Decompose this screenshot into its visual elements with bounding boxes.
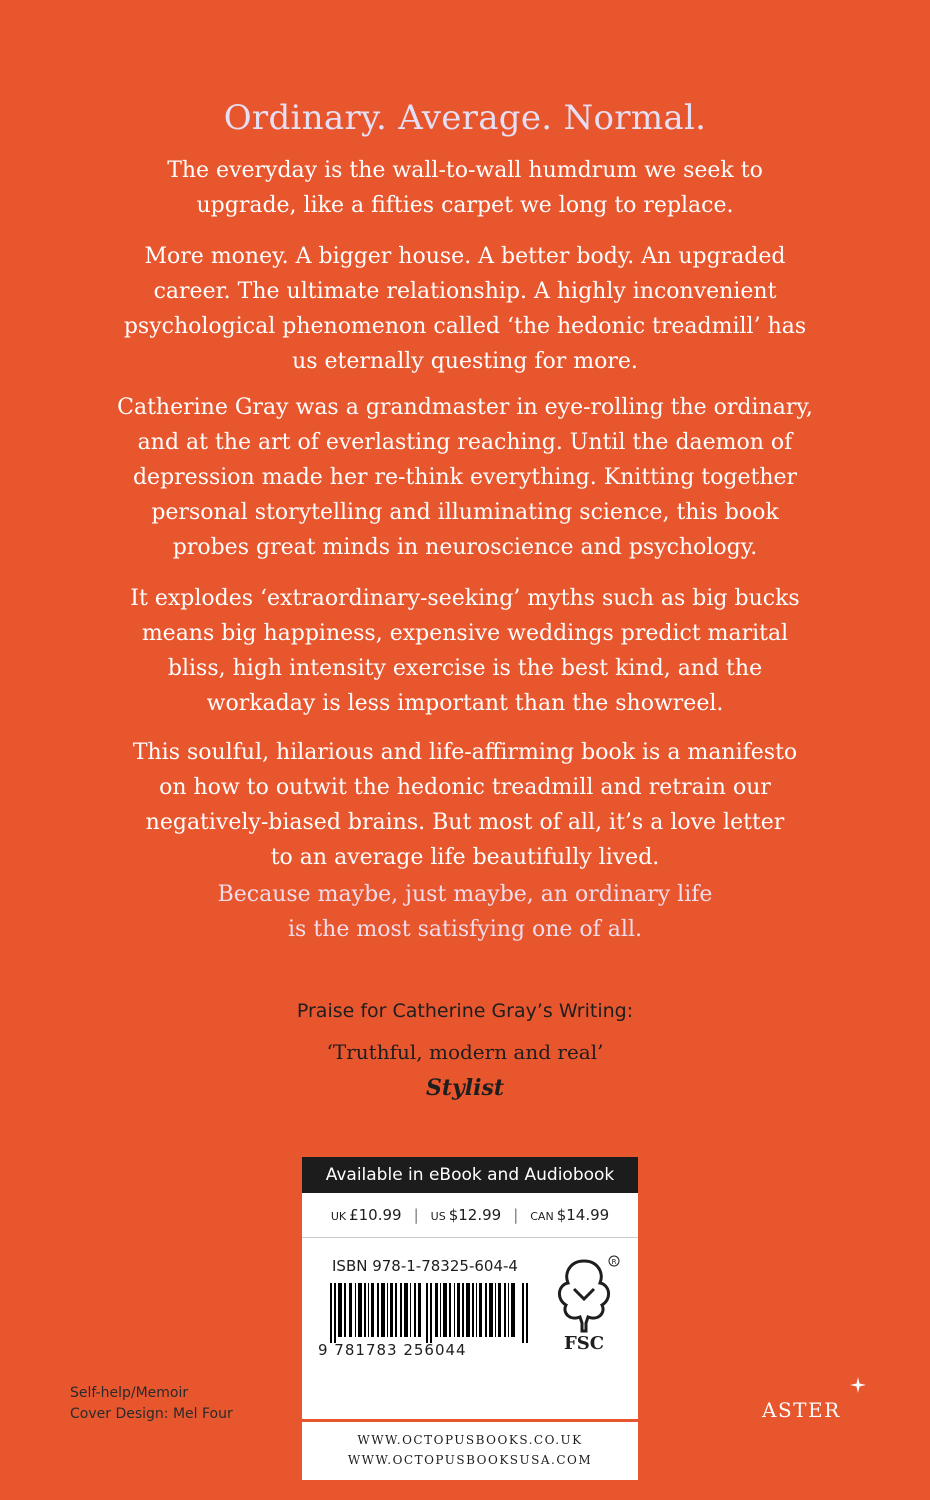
price-amount: $14.99 xyxy=(556,1206,610,1224)
praise-heading: Praise for Catherine Gray’s Writing: xyxy=(296,1000,634,1022)
paragraph-line: It explodes ‘extraordinary-seeking’ myths such as big bucks xyxy=(130,586,800,611)
isbn-label: ISBN 978-1-78325-604-4 xyxy=(332,1257,518,1275)
price-can xyxy=(530,1206,609,1224)
price-separator: | xyxy=(413,1206,419,1224)
price-uk xyxy=(331,1206,402,1224)
price-region: CAN xyxy=(530,1210,554,1223)
paragraph-line: personal storytelling and illuminating science, this book xyxy=(151,500,779,525)
paragraph-line: probes great minds in neuroscience and psychology. xyxy=(172,535,758,560)
closing-line: is the most satisfying one of all. xyxy=(288,917,642,942)
praise-source: Stylist xyxy=(425,1075,505,1101)
fsc-label: FSC xyxy=(563,1333,605,1353)
paragraph-3 xyxy=(40,390,890,565)
paragraph-line: on how to outwit the hedonic treadmill and retrain our xyxy=(159,775,771,800)
paragraph-line: Catherine Gray was a grandmaster in eye-rolling the ordinary, xyxy=(117,395,813,420)
url-usa-link[interactable]: WWW.OCTOPUSBOOKSUSA.COM xyxy=(347,1453,593,1467)
paragraph-line: and at the art of everlasting reaching. Until the daemon of xyxy=(137,430,793,455)
closing-line: Because maybe, just maybe, an ordinary life xyxy=(217,882,713,907)
paragraph-line: More money. A bigger house. A better body. An upgraded xyxy=(144,244,786,269)
paragraph-line: us eternally questing for more. xyxy=(292,349,638,374)
praise-quote: ‘Truthful, modern and real’ xyxy=(326,1040,604,1064)
paragraph-1 xyxy=(40,153,890,223)
paragraph-line: bliss, high intensity exercise is the best kind, and the xyxy=(167,656,763,681)
paragraph-4 xyxy=(40,581,890,721)
price-row xyxy=(302,1193,638,1238)
paragraph-line: psychological phenomenon called ‘the hedonic treadmill’ has xyxy=(123,314,807,339)
paragraph-line: depression made her re-think everything. Knitting together xyxy=(132,465,798,490)
paragraph-2 xyxy=(40,239,890,379)
genre-label: Self-help/Memoir xyxy=(70,1385,189,1401)
fsc-logo-icon xyxy=(544,1253,624,1353)
cover-credit: Cover Design: Mel Four xyxy=(70,1406,233,1422)
price-separator: | xyxy=(513,1206,519,1224)
price-region: US xyxy=(430,1210,446,1223)
paragraph-line: This soulful, hilarious and life-affirming book is a manifesto xyxy=(132,740,798,765)
barcode-icon xyxy=(330,1283,530,1343)
url-uk-link[interactable]: WWW.OCTOPUSBOOKS.CO.UK xyxy=(357,1433,583,1447)
headline: Ordinary. Average. Normal. xyxy=(223,98,707,138)
price-amount: £10.99 xyxy=(349,1206,402,1224)
price-barcode-box xyxy=(302,1193,638,1419)
paragraph-line: workaday is less important than the showreel. xyxy=(206,691,724,716)
price-us xyxy=(431,1206,502,1224)
price-region: UK xyxy=(330,1210,347,1223)
price-amount: $12.99 xyxy=(448,1206,502,1224)
paragraph-line: to an average life beautifully lived. xyxy=(270,845,660,870)
closing-statement xyxy=(40,877,890,947)
publisher-logo: ASTER xyxy=(762,1398,841,1422)
star-icon xyxy=(850,1377,866,1393)
url-box xyxy=(302,1422,638,1480)
svg-text:R: R xyxy=(611,1258,617,1266)
paragraph-line: means big happiness, expensive weddings predict marital xyxy=(141,621,789,646)
paragraph-5 xyxy=(40,735,890,875)
barcode-digits: 9 781783 256044 xyxy=(318,1341,467,1359)
paragraph-line: negatively-biased brains. But most of all, it’s a love letter xyxy=(145,810,785,835)
paragraph-line: The everyday is the wall-to-wall humdrum we seek to xyxy=(167,158,763,183)
paragraph-line: upgrade, like a fifties carpet we long to replace. xyxy=(196,193,734,218)
paragraph-line: career. The ultimate relationship. A highly inconvenient xyxy=(153,279,777,304)
availability-banner: Available in eBook and Audiobook xyxy=(302,1157,638,1193)
